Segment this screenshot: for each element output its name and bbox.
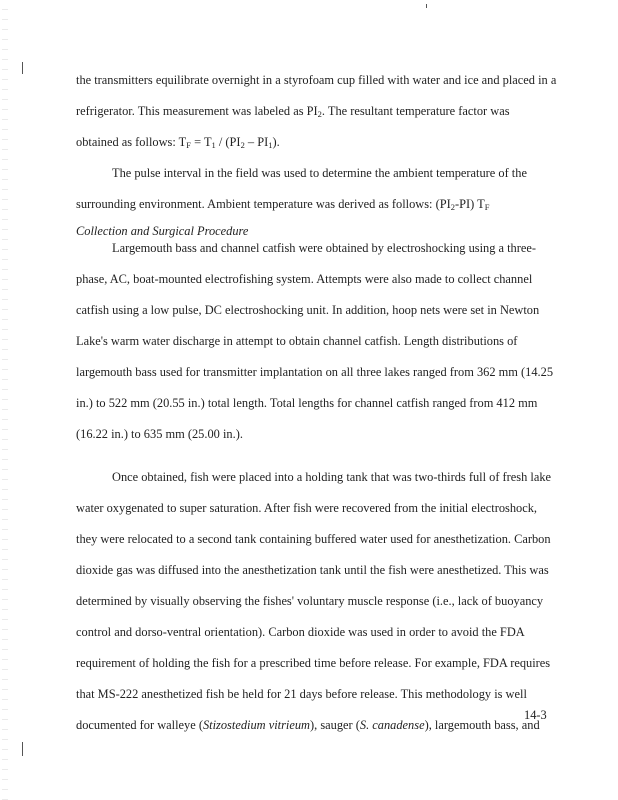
body-line: Largemouth bass and channel catfish were obtained by electroshocking using a three- (112, 241, 537, 255)
body-line: catfish using a low pulse, DC electroshocking unit. In addition, hoop nets were set in Newton (76, 303, 540, 317)
body-line: the transmitters equilibrate overnight in a styrofoam cup filled with water and ice and placed in a (76, 73, 557, 87)
section-heading: Collection and Surgical Procedure (76, 224, 249, 238)
body-line: that MS-222 anesthetized fish be held for 21 days before release. This methodology is well (76, 687, 527, 701)
scan-mark (22, 742, 23, 756)
body-line: largemouth bass used for transmitter implantation on all three lakes ranged from 362 mm (14.25 (76, 365, 554, 379)
scan-mark (22, 62, 23, 74)
body-line: determined by visually observing the fishes' voluntary muscle response (i.e., lack of buoyancy (76, 594, 544, 608)
scan-margin-artifact (2, 0, 8, 800)
body-line: they were relocated to a second tank containing buffered water used for anesthetization. Carbon (76, 532, 551, 546)
body-line: Once obtained, fish were placed into a holding tank that was two-thirds full of fresh lake (112, 470, 552, 484)
body-line: phase, AC, boat-mounted electrofishing system. Attempts were also made to collect channel (76, 272, 533, 286)
body-line: dioxide gas was diffused into the anesthetization tank until the fish were anesthetized. This was (76, 563, 549, 577)
body-line: refrigerator. This measurement was labeled as $PI_2$. The resultant temperature factor was (76, 104, 510, 119)
body-line: requirement of holding the fish for a prescribed time before release. For example, FDA requires (76, 656, 551, 670)
scan-mark (426, 4, 427, 8)
body-line: Lake's warm water discharge in attempt to obtain channel catfish. Length distributions of (76, 334, 518, 348)
body-line: The pulse interval in the field was used to determine the ambient temperature of the (112, 166, 527, 180)
body-line: control and dorso-ventral orientation). Carbon dioxide was used in order to avoid the FDA (76, 625, 525, 639)
body-line: obtained as follows: $T_F = T_1 / (PI_2 - PI_1)$. (76, 135, 280, 150)
body-line: water oxygenated to super saturation. After fish were recovered from the initial electroshock, (76, 501, 538, 515)
body-line: surrounding environment. Ambient temperature was derived as follows: $(PI_2-PI)$ $T_F$ (76, 197, 490, 212)
body-line: documented for walleye (Stizostedium vitrieum), sauger (S. canadense), largemouth bass, and (76, 718, 540, 732)
page-number: 14-3 (524, 708, 547, 722)
body-line: (16.22 in.) to 635 mm (25.00 in.). (76, 427, 243, 441)
body-line: in.) to 522 mm (20.55 in.) total length. Total lengths for channel catfish ranged from 412 mm (76, 396, 538, 410)
